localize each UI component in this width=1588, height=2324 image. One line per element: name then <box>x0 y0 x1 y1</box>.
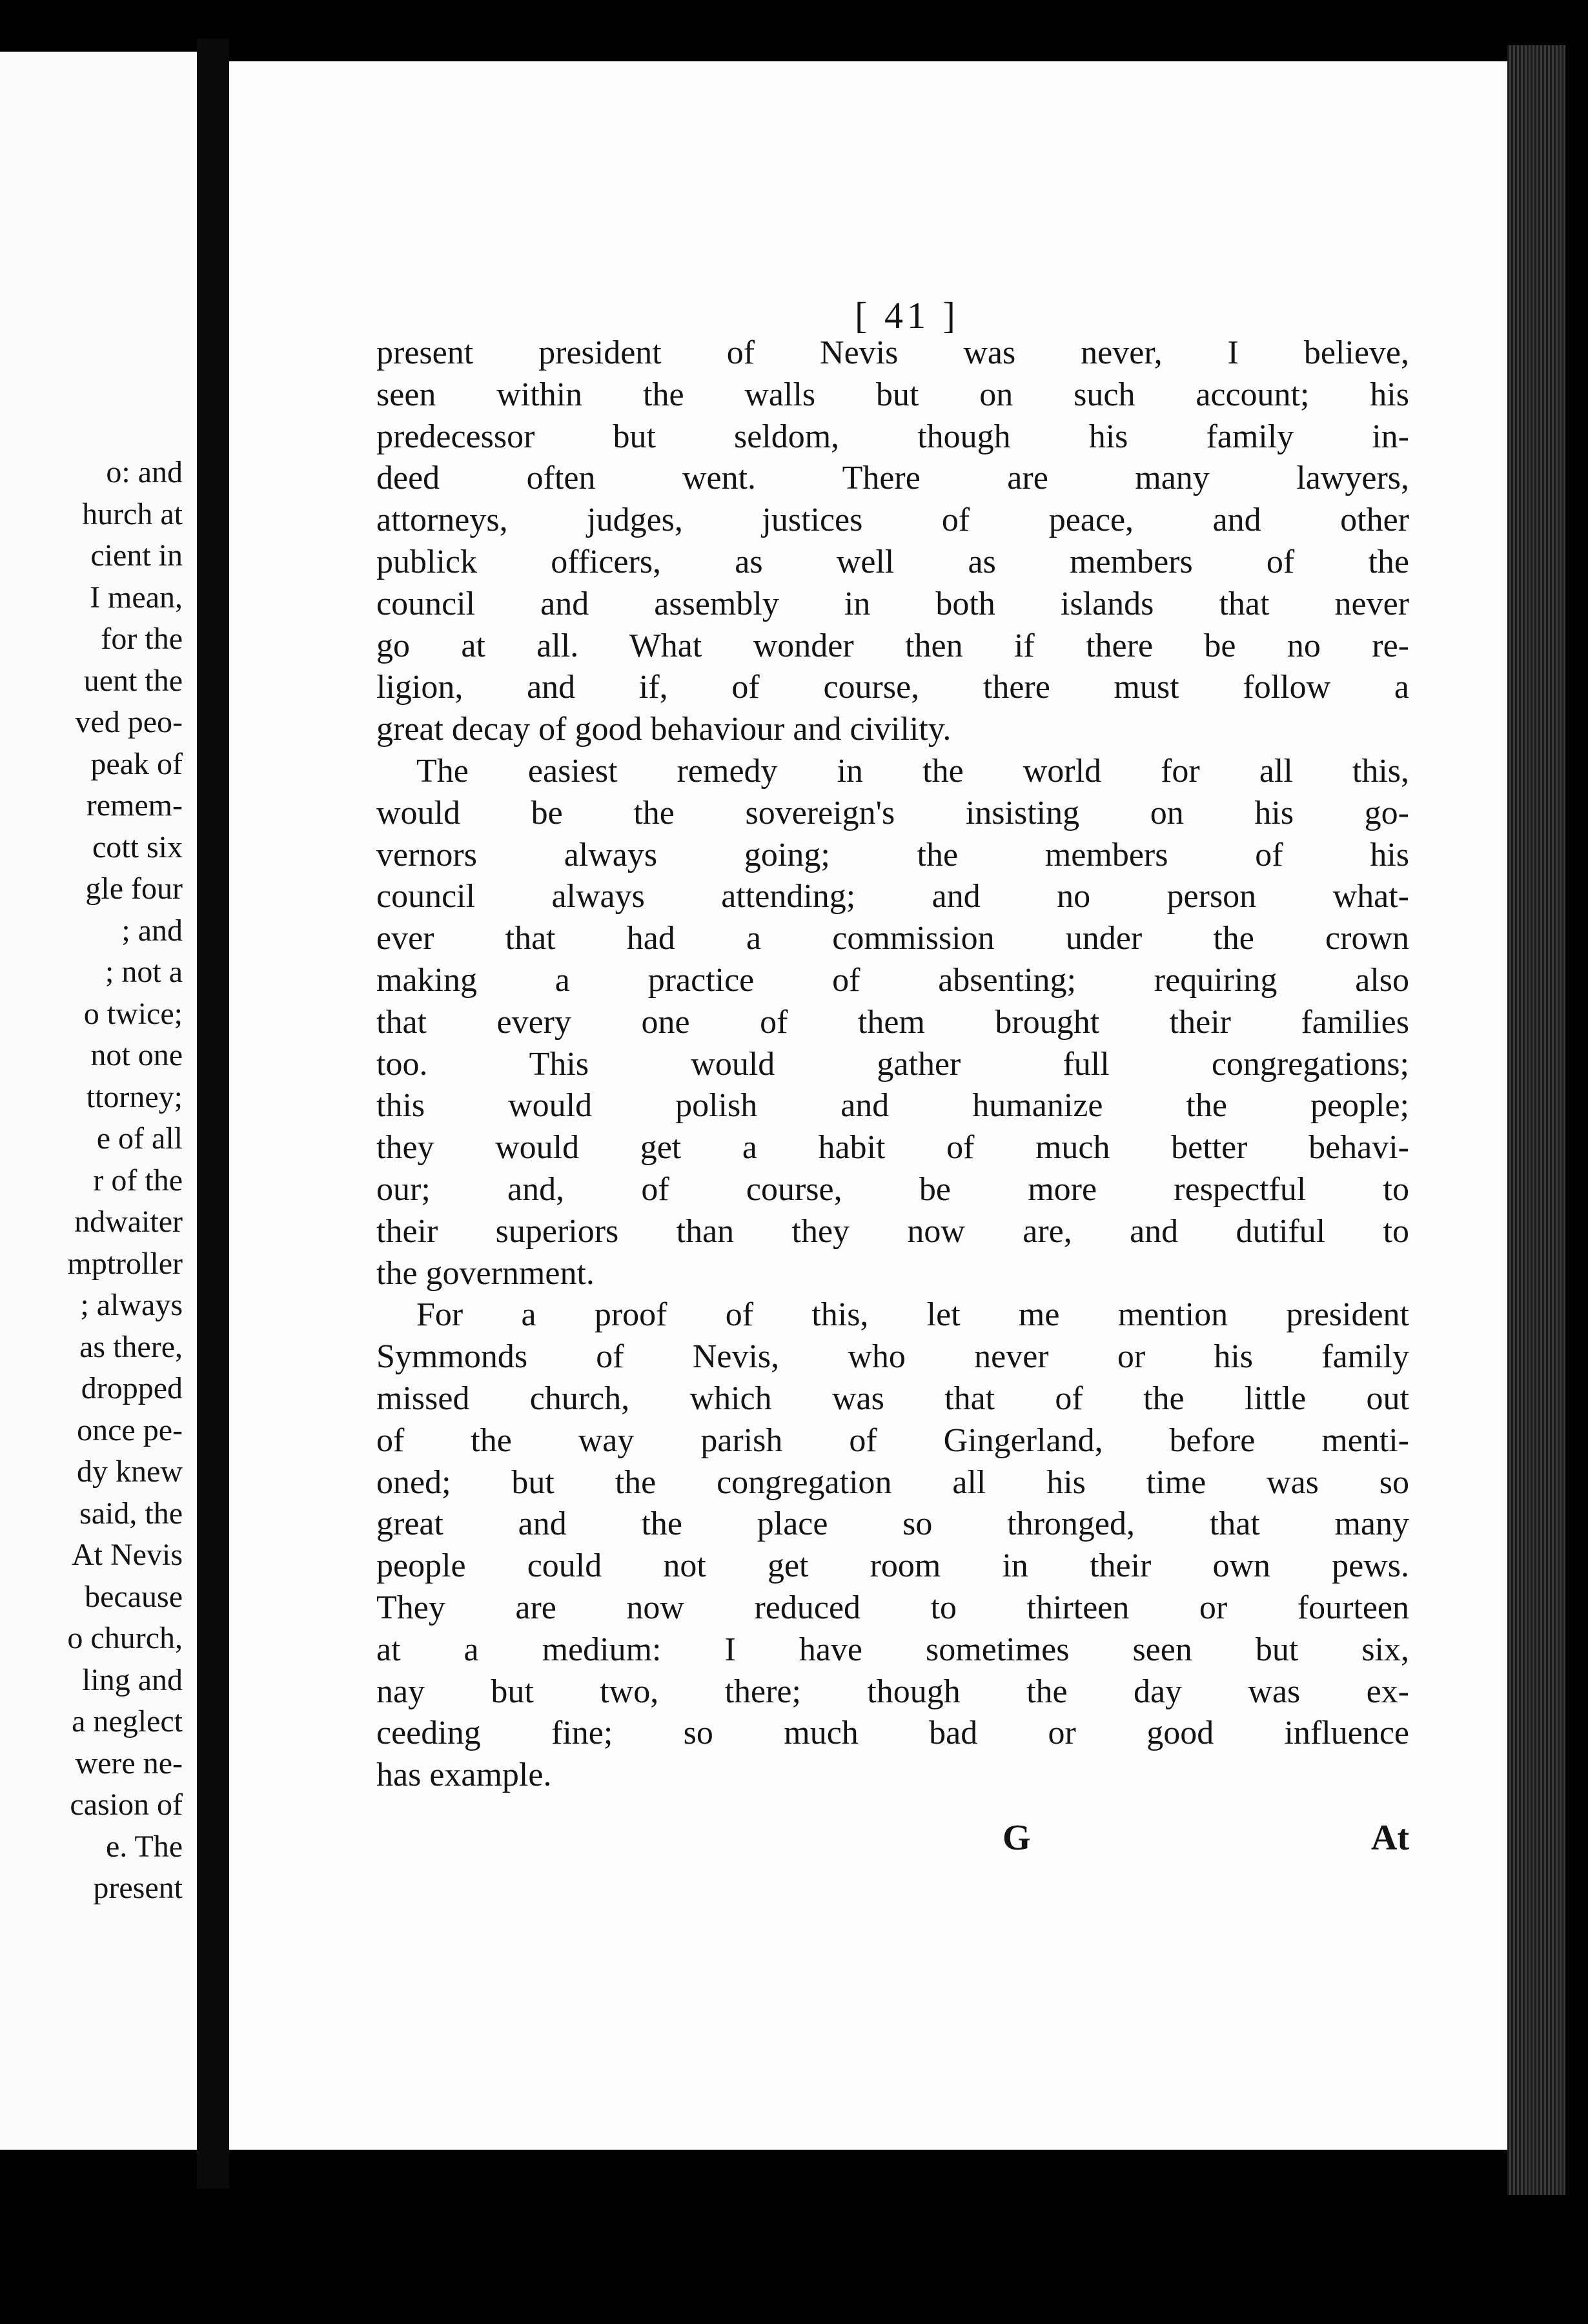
text-line: vernors always going; the members of his <box>376 836 1409 873</box>
text-line: nay but two, there; though the day was ex- <box>376 1673 1409 1710</box>
text-line: at a medium: I have sometimes seen but six, <box>376 1631 1409 1668</box>
left-page-line: e. The <box>105 1829 183 1864</box>
left-page-line: cott six <box>92 830 183 864</box>
text-line: ceeding fine; so much bad or good influence <box>376 1715 1409 1752</box>
left-page-line: ; not a <box>105 955 183 989</box>
left-facing-page <box>0 52 197 2150</box>
text-line: For a proof of this, let me mention president <box>416 1296 1409 1334</box>
text-line: attorneys, judges, justices of peace, and other <box>376 502 1409 539</box>
text-line: our; and, of course, be more respectful to <box>376 1170 1409 1208</box>
text-line: that every one of them brought their families <box>376 1003 1409 1041</box>
page-number-header: [ 41 ] <box>855 294 959 336</box>
text-line: great and the place so thronged, that many <box>376 1505 1409 1543</box>
left-page-line: ttorney; <box>86 1079 183 1114</box>
right-page <box>229 61 1507 2150</box>
left-page-line: r of the <box>93 1163 183 1198</box>
left-page-line: ndwaiter <box>74 1205 183 1239</box>
left-page-line: once pe- <box>77 1412 183 1447</box>
left-page-line: hurch at <box>82 496 183 531</box>
text-line: of the way parish of Gingerland, before menti- <box>376 1422 1409 1459</box>
left-page-line: present <box>93 1871 183 1905</box>
text-line: present president of Nevis was never, I believe, <box>376 334 1409 371</box>
left-page-line: remem- <box>86 788 183 822</box>
text-line: council and assembly in both islands that never <box>376 585 1409 622</box>
text-line: missed church, which was that of the little out <box>376 1380 1409 1417</box>
left-page-line: for the <box>101 622 183 656</box>
text-line: the government. <box>376 1254 595 1292</box>
text-line: Symmonds of Nevis, who never or his family <box>376 1338 1409 1376</box>
signature-mark: G <box>1003 1818 1031 1858</box>
left-page-line: cient in <box>90 538 183 573</box>
left-page-line: casion of <box>70 1788 183 1822</box>
left-page-line: because <box>85 1579 183 1614</box>
book-gutter <box>197 39 229 2188</box>
left-page-line: o: and <box>106 455 183 489</box>
text-line: publick officers, as well as members of the <box>376 543 1409 580</box>
left-page-line: ling and <box>82 1662 183 1697</box>
left-page-line: o twice; <box>83 996 183 1031</box>
left-page-line: as there, <box>79 1329 183 1364</box>
text-line: their superiors than they now are, and dutiful to <box>376 1212 1409 1250</box>
text-line: ever that had a commission under the crown <box>376 920 1409 957</box>
text-line: They are now reduced to thirteen or fourteen <box>376 1589 1409 1626</box>
text-line: making a practice of absenting; requiring also <box>376 961 1409 999</box>
text-line: oned; but the congregation all his time was so <box>376 1463 1409 1501</box>
text-line: people could not get room in their own pews. <box>376 1547 1409 1585</box>
left-page-line: I mean, <box>90 580 183 615</box>
text-line: would be the sovereign's insisting on his go- <box>376 794 1409 831</box>
text-line: predecessor but seldom, though his family in- <box>376 418 1409 455</box>
page-footer <box>376 1817 1409 1869</box>
left-page-line: ; always <box>80 1288 183 1322</box>
text-line: seen within the walls but on such account; his <box>376 376 1409 413</box>
catchword: At <box>1370 1818 1409 1858</box>
left-page-line: uent the <box>83 663 183 698</box>
left-page-line: o church, <box>67 1621 183 1655</box>
text-line: deed often went. There are many lawyers, <box>376 460 1409 497</box>
text-line: go at all. What wonder then if there be no re- <box>376 627 1409 664</box>
left-page-line: ved peo- <box>75 705 183 739</box>
left-page-text <box>67 452 183 1910</box>
left-page-line: peak of <box>90 746 183 781</box>
left-page-line: said, the <box>79 1496 183 1531</box>
left-page-line: dropped <box>81 1371 183 1405</box>
paragraph <box>376 751 1409 1294</box>
body-text <box>376 332 1409 1797</box>
left-page-line: gle four <box>85 872 183 906</box>
text-line: ligion, and if, of course, there must follow a <box>376 669 1409 706</box>
left-page-line: were ne- <box>75 1746 183 1780</box>
text-line: council always attending; and no person what- <box>376 878 1409 915</box>
left-page-line: a neglect <box>72 1704 183 1738</box>
left-page-line: At Nevis <box>72 1538 183 1572</box>
paragraph <box>376 1294 1409 1797</box>
text-line: great decay of good behaviour and civility. <box>376 711 952 748</box>
left-page-line: mptroller <box>67 1246 183 1281</box>
text-line: this would polish and humanize the people; <box>376 1087 1409 1125</box>
left-page-line: dy knew <box>77 1454 183 1489</box>
text-line: The easiest remedy in the world for all this, <box>416 752 1409 790</box>
text-line: too. This would gather full congregations; <box>376 1045 1409 1083</box>
left-page-line: not one <box>90 1038 183 1072</box>
text-line: has example. <box>376 1757 552 1794</box>
page-edges <box>1507 45 1565 2195</box>
paragraph <box>376 332 1409 751</box>
left-page-line: e of all <box>96 1121 183 1156</box>
text-line: they would get a habit of much better behavi- <box>376 1129 1409 1167</box>
left-page-line: ; and <box>121 913 183 948</box>
